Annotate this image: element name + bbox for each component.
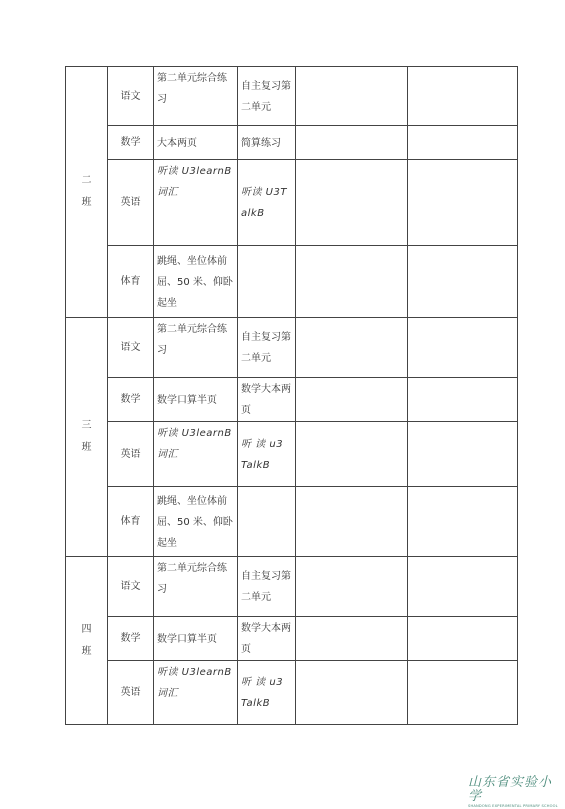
subject-cell: 英语 [108,422,154,487]
class-name-top: 三 [81,420,92,431]
table-row [66,126,518,160]
school-logo [468,775,560,808]
task2-cell: 听 读 u3 TalkB [238,422,296,487]
task2-cell: 数学大本两页 [238,617,296,661]
subject-cell: 数学 [108,126,154,160]
task1-cell: 跳绳、坐位体前屈、50 米、仰卧起坐 [154,246,238,318]
class-cell [66,557,108,725]
empty-cell [408,318,518,378]
task1-cell: 听读 U3learnB 词汇 [154,160,238,246]
empty-cell [408,246,518,318]
table-row [66,246,518,318]
class-name-bottom: 班 [81,197,92,208]
empty-cell [408,126,518,160]
task2-cell: 自主复习第二单元 [238,318,296,378]
task1-cell: 大本两页 [154,126,238,160]
empty-cell [296,246,408,318]
logo-english-name: SHANDONG EXPERIMENTAL PRIMARY SCHOOL [468,804,558,808]
subject-cell: 语文 [108,318,154,378]
empty-cell [408,378,518,422]
task2-cell: 听读 U3TalkB [238,160,296,246]
task1-cell: 数学口算半页 [154,378,238,422]
empty-cell [296,378,408,422]
empty-cell [408,617,518,661]
homework-table [65,66,518,725]
subject-cell: 英语 [108,160,154,246]
subject-cell: 语文 [108,557,154,617]
class-name-top: 二 [81,175,92,186]
subject-cell: 英语 [108,661,154,725]
class-cell [66,67,108,318]
table-row [66,67,518,126]
empty-cell [296,318,408,378]
table-row [66,318,518,378]
task2-cell: 数学大本两页 [238,378,296,422]
table-row [66,422,518,487]
empty-cell [408,487,518,557]
table-row [66,557,518,617]
task1-cell: 第二单元综合练习 [154,318,238,378]
empty-cell [408,160,518,246]
logo-chinese-name: 山东省实验小学 [468,775,553,804]
empty-cell [296,160,408,246]
class-cell [66,318,108,557]
table-row [66,160,518,246]
table-row [66,378,518,422]
class-name-bottom: 班 [81,645,92,657]
subject-cell: 语文 [108,67,154,126]
empty-cell [408,661,518,725]
empty-cell [408,557,518,617]
empty-cell [296,617,408,661]
empty-cell [296,661,408,725]
class-name-top: 四 [81,623,92,635]
empty-cell [238,487,296,557]
subject-cell: 数学 [108,378,154,422]
task1-cell: 数学口算半页 [154,617,238,661]
empty-cell [238,246,296,318]
empty-cell [296,557,408,617]
table-row [66,617,518,661]
task1-cell: 听读 U3learnB 词汇 [154,422,238,487]
empty-cell [296,422,408,487]
empty-cell [408,422,518,487]
task2-cell: 简算练习 [238,126,296,160]
table-row [66,661,518,725]
task1-cell: 跳绳、坐位体前屈、50 米、仰卧起坐 [154,487,238,557]
task2-cell: 听 读 u3 TalkB [238,661,296,725]
empty-cell [296,126,408,160]
task1-cell: 第二单元综合练习 [154,67,238,126]
subject-cell: 数学 [108,617,154,661]
task1-cell: 听读 U3learnB 词汇 [154,661,238,725]
subject-cell: 体育 [108,246,154,318]
task1-cell: 第二单元综合练习 [154,557,238,617]
empty-cell [296,67,408,126]
class-name-bottom: 班 [81,442,92,453]
table-row [66,487,518,557]
task2-cell: 自主复习第二单元 [238,557,296,617]
subject-cell: 体育 [108,487,154,557]
empty-cell [408,67,518,126]
task2-cell: 自主复习第二单元 [238,67,296,126]
empty-cell [296,487,408,557]
